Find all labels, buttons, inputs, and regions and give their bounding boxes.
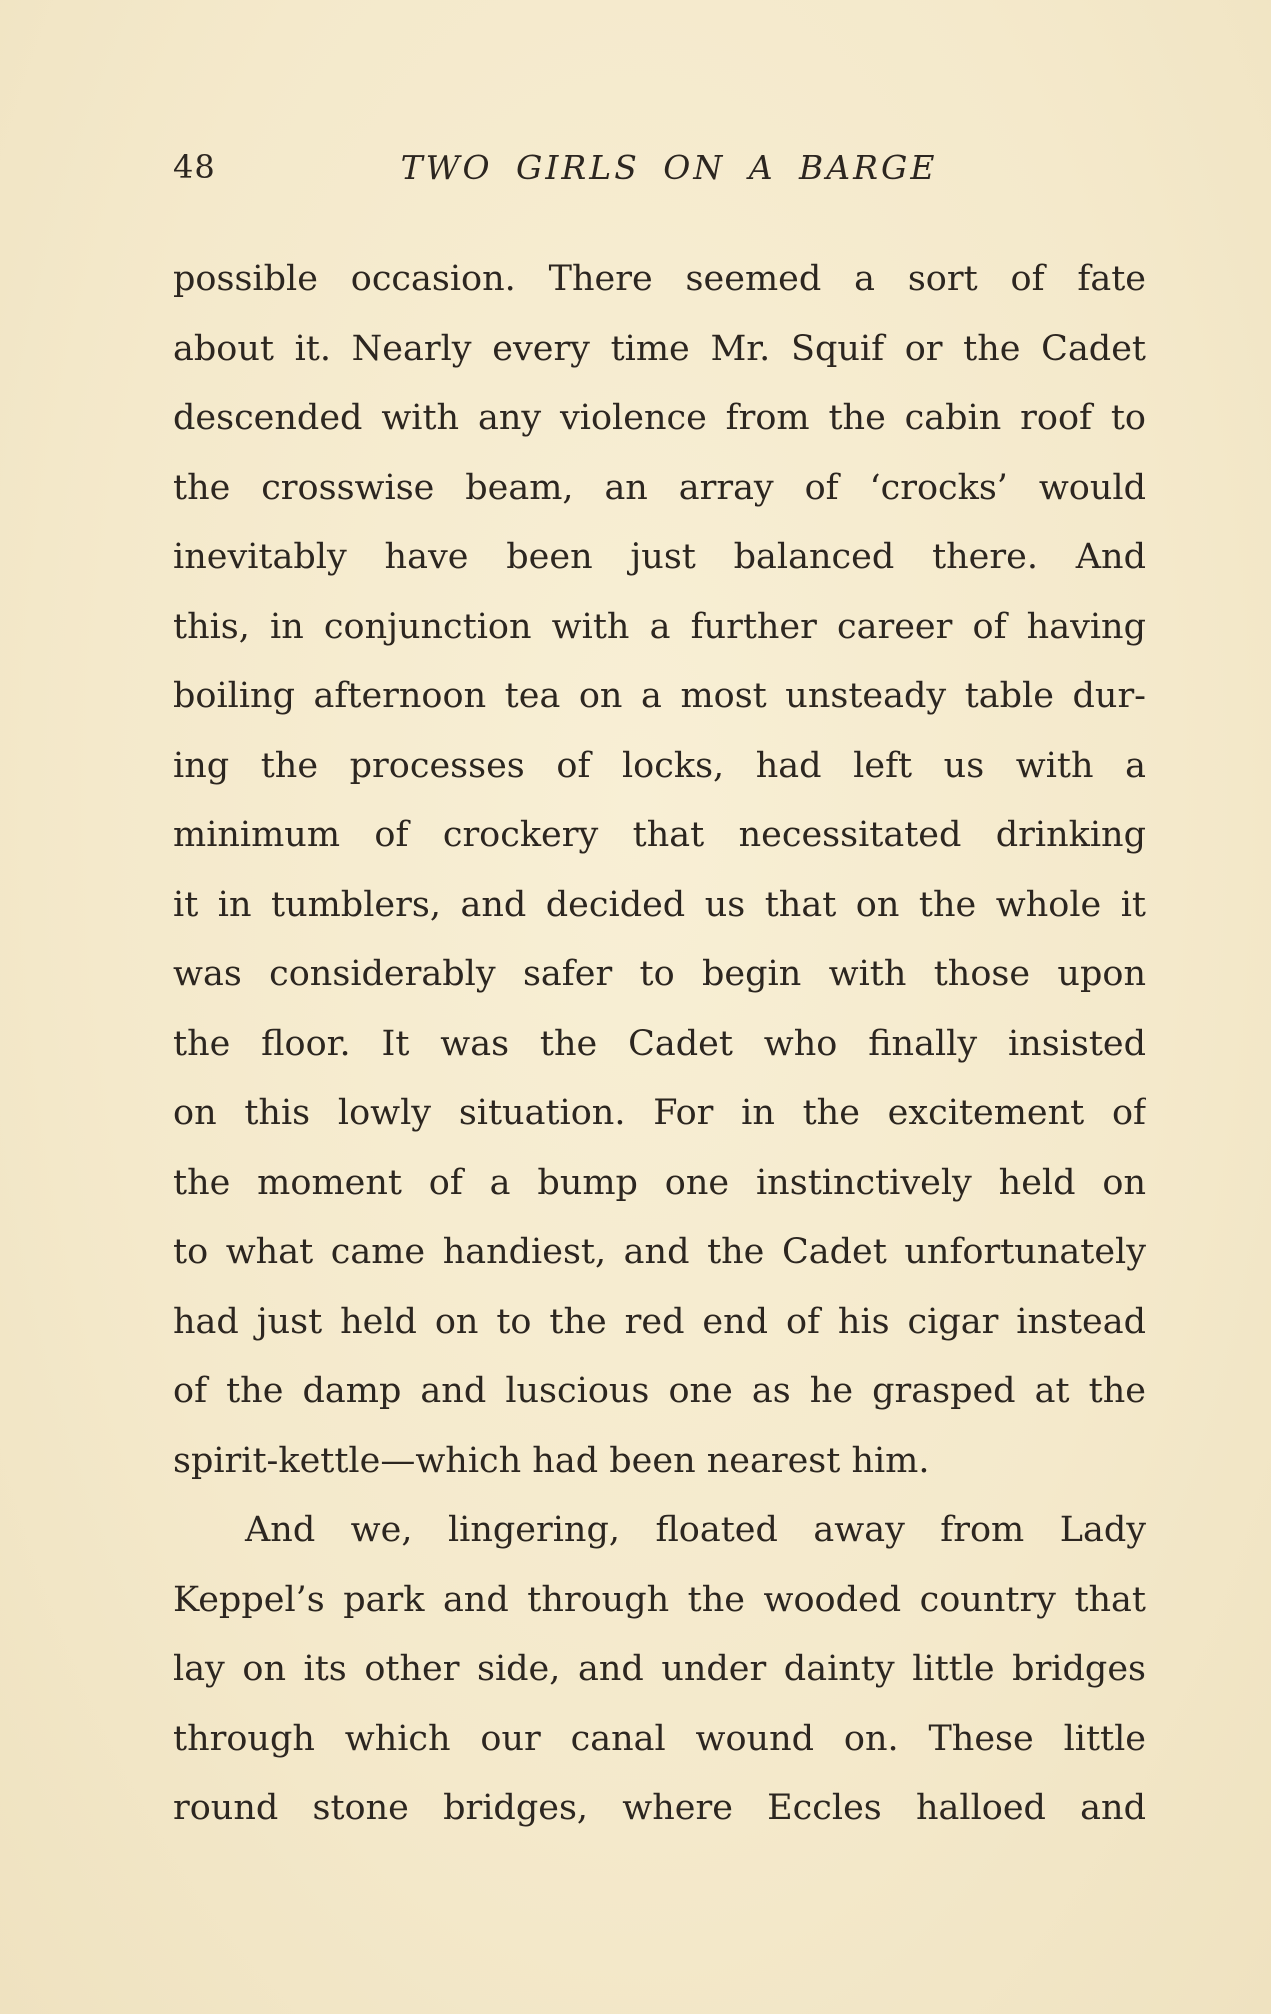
text-line: had just held on to the red end of his cigar instead	[173, 1301, 1146, 1342]
text-line: possible occasion. There seemed a sort of fate	[173, 259, 1146, 299]
text-line: spirit-kettle—which had been nearest him.	[173, 1440, 930, 1481]
text-line: the floor. It was the Cadet who finally insisted	[173, 1023, 1146, 1064]
text-line: the crosswise beam, an array of ‘crocks’ would	[173, 467, 1146, 508]
text-line: round stone bridges, where Eccles halloed and	[173, 1788, 1146, 1828]
text-line: this, in conjunction with a further career of having	[173, 606, 1146, 647]
text-line: on this lowly situation. For in the excitement of	[173, 1093, 1146, 1133]
text-line: minimum of crockery that necessitated drinking	[173, 815, 1146, 855]
running-title: TWO GIRLS ON A BARGE	[400, 148, 938, 187]
text-line: boiling afternoon tea on a most unsteady table dur-	[173, 676, 1146, 716]
page-number: 48	[173, 148, 216, 186]
page-header	[173, 148, 1146, 198]
body-text	[173, 245, 1146, 1844]
text-line: inevitably have been just balanced there. And	[173, 537, 1146, 577]
text-line: And we, lingering, floated away from Lady	[245, 1510, 1146, 1550]
text-line: to what came handiest, and the Cadet unfortunately	[173, 1232, 1146, 1272]
text-line: about it. Nearly every time Mr. Squif or the Cadet	[173, 328, 1146, 369]
text-line: the moment of a bump one instinctively held on	[173, 1162, 1146, 1203]
text-line: was considerably safer to begin with those upon	[173, 954, 1146, 994]
text-line: ing the processes of locks, had left us with a	[173, 745, 1146, 786]
text-line: through which our canal wound on. These little	[173, 1718, 1146, 1759]
text-line: Keppel’s park and through the wooded country that	[173, 1579, 1146, 1620]
text-line: of the damp and luscious one as he grasped at the	[173, 1371, 1146, 1411]
text-line: lay on its other side, and under dainty little bridges	[173, 1649, 1146, 1689]
text-line: it in tumblers, and decided us that on the whole it	[173, 884, 1146, 925]
text-line: descended with any violence from the cabin roof to	[173, 398, 1146, 438]
